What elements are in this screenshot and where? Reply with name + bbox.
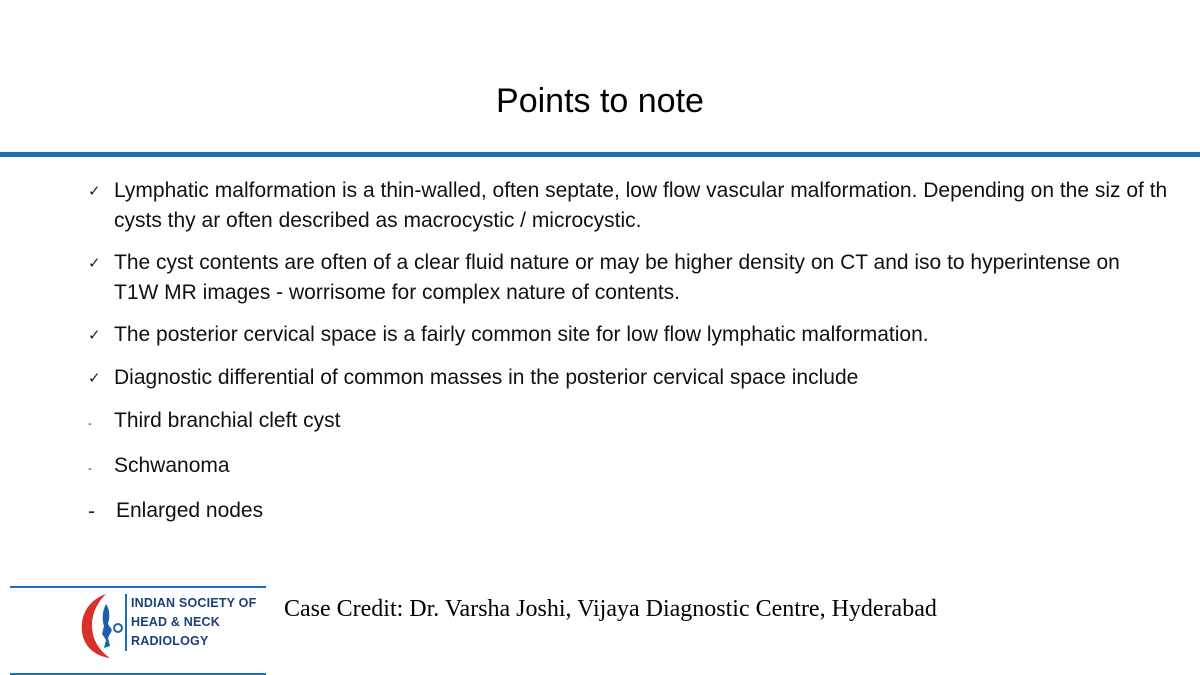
head-neck-logo-icon bbox=[76, 590, 124, 662]
case-credit: Case Credit: Dr. Varsha Joshi, Vijaya Diagnostic Centre, Hyderabad bbox=[284, 596, 937, 622]
checkmark-icon: ✓ bbox=[88, 370, 101, 387]
logo-text bbox=[125, 594, 256, 651]
bullet-text: The cyst contents are often of a clear fluid nature or may be higher density on CT and iso to hyperintense on T1W MR images - worrisome for complex nature of contents. bbox=[114, 251, 1120, 304]
sub-bullet-text: Enlarged nodes bbox=[116, 499, 264, 522]
bullet-list bbox=[88, 176, 1168, 539]
bullet-text: The posterior cervical space is a fairly common site for low flow lymphatic malformation. bbox=[114, 323, 929, 346]
bullet-item bbox=[88, 363, 1168, 394]
checkmark-icon: ✓ bbox=[88, 327, 101, 344]
dash-icon: - bbox=[88, 418, 92, 430]
sub-bullet-text: Third branchial cleft cyst bbox=[114, 409, 341, 432]
sub-bullet-item bbox=[88, 406, 1168, 439]
bullet-text: Diagnostic differential of common masses in the posterior cervical space include bbox=[114, 366, 859, 389]
sub-bullet-item bbox=[88, 496, 1168, 527]
dash-icon: - bbox=[88, 463, 92, 475]
footer-bottom-line bbox=[10, 673, 266, 675]
bullet-item bbox=[88, 176, 1168, 236]
bullet-text: Lymphatic malformation is a thin-walled, often septate, low flow vascular malformation. Depending on the siz of th cysts thy ar often described as macrocystic / microcystic. bbox=[114, 179, 1168, 232]
bullet-item bbox=[88, 248, 1168, 308]
slide-title: Points to note bbox=[496, 82, 704, 120]
title-divider bbox=[0, 152, 1200, 157]
checkmark-icon: ✓ bbox=[88, 255, 101, 272]
logo-line: RADIOLOGY bbox=[131, 634, 209, 648]
checkmark-icon: ✓ bbox=[88, 183, 101, 200]
dash-icon: - bbox=[88, 500, 95, 523]
bullet-item bbox=[88, 320, 1168, 351]
sub-bullet-text: Schwanoma bbox=[114, 454, 230, 477]
footer-top-line bbox=[10, 586, 266, 588]
society-logo bbox=[76, 590, 266, 662]
sub-bullet-item bbox=[88, 451, 1168, 484]
logo-line: INDIAN SOCIETY OF bbox=[131, 596, 257, 610]
logo-line: HEAD & NECK bbox=[131, 615, 221, 629]
